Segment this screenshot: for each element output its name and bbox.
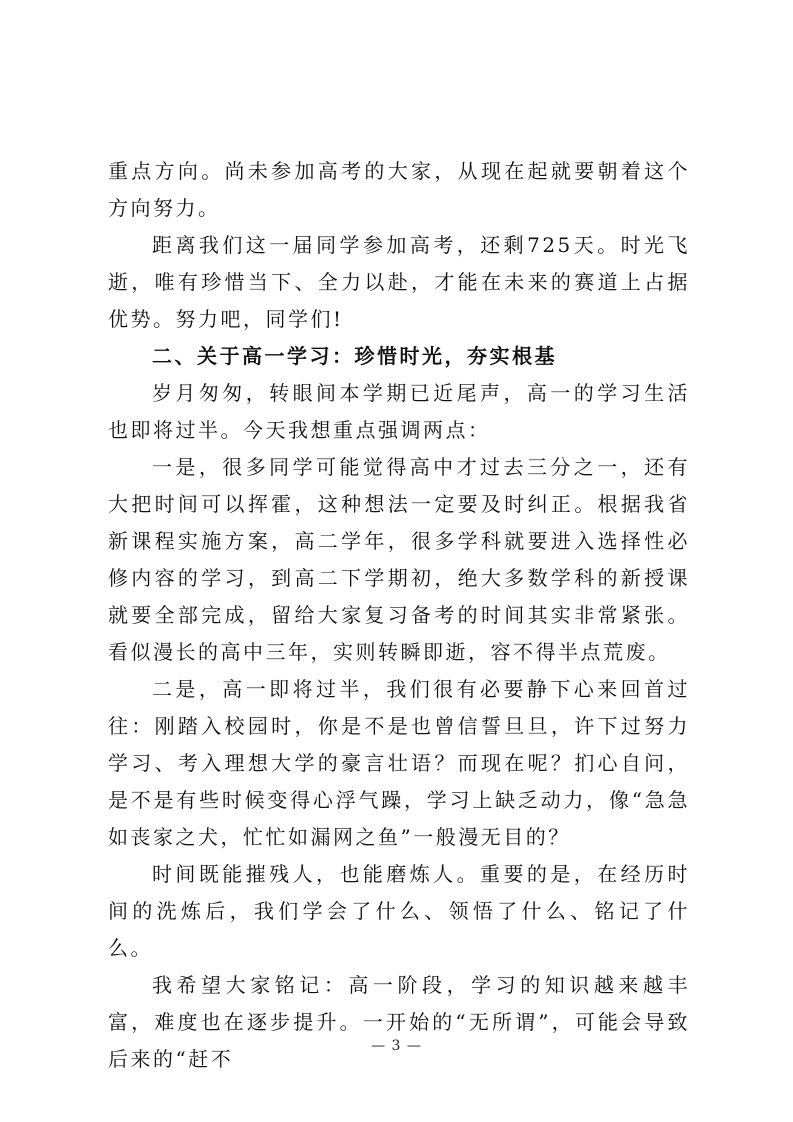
paragraph-7: 我希望大家铭记：高一阶段，学习的知识越来越丰富，难度也在逐步提升。一开始的“无所谓”，可能会导致后来的“赶不 xyxy=(108,973,690,1071)
paragraph-4: 一是，很多同学可能觉得高中才过去三分之一，还有大把时间可以挥霍，这种想法一定要及时纠正。根据我省新课程实施方案，高二学年，很多学科就要进入选择性必修内容的学习，到高二下学期初，绝大多数学科的新授课就要全部完成，留给大家复习备考的时间其实非常紧张。看似漫长的高中三年，实则转瞬即逝，容不得半点荒废。 xyxy=(108,455,690,664)
paragraph-1: 重点方向。尚未参加高考的大家，从现在起就要朝着这个方向努力。 xyxy=(108,159,690,220)
paragraph-5: 二是，高一即将过半，我们很有必要静下心来回首过往：刚踏入校园时，你是不是也曾信誓旦旦，许下过努力学习、考入理想大学的豪言壮语？而现在呢？扪心自问，是不是有些时候变得心浮气躁，学习上缺乏动力，像“急急如丧家之犬，忙忙如漏网之鱼”一般漫无目的？ xyxy=(108,677,690,849)
page-number: — 3 — xyxy=(371,1038,422,1054)
paragraph-6: 时间既能摧残人，也能磨炼人。重要的是，在经历时间的洗炼后，我们学会了什么、领悟了什么、铭记了什么。 xyxy=(108,862,690,960)
section-heading: 二、关于高一学习：珍惜时光，夯实根基 xyxy=(152,344,557,368)
paragraph-3: 岁月匆匆，转眼间本学期已近尾声，高一的学习生活也即将过半。今天我想重点强调两点： xyxy=(108,381,690,442)
paragraph-2: 距离我们这一届同学参加高考，还剩725天。时光飞逝，唯有珍惜当下、全力以赴，才能在未来的赛道上占据优势。努力吧，同学们! xyxy=(108,233,690,331)
document-body xyxy=(108,153,690,1078)
